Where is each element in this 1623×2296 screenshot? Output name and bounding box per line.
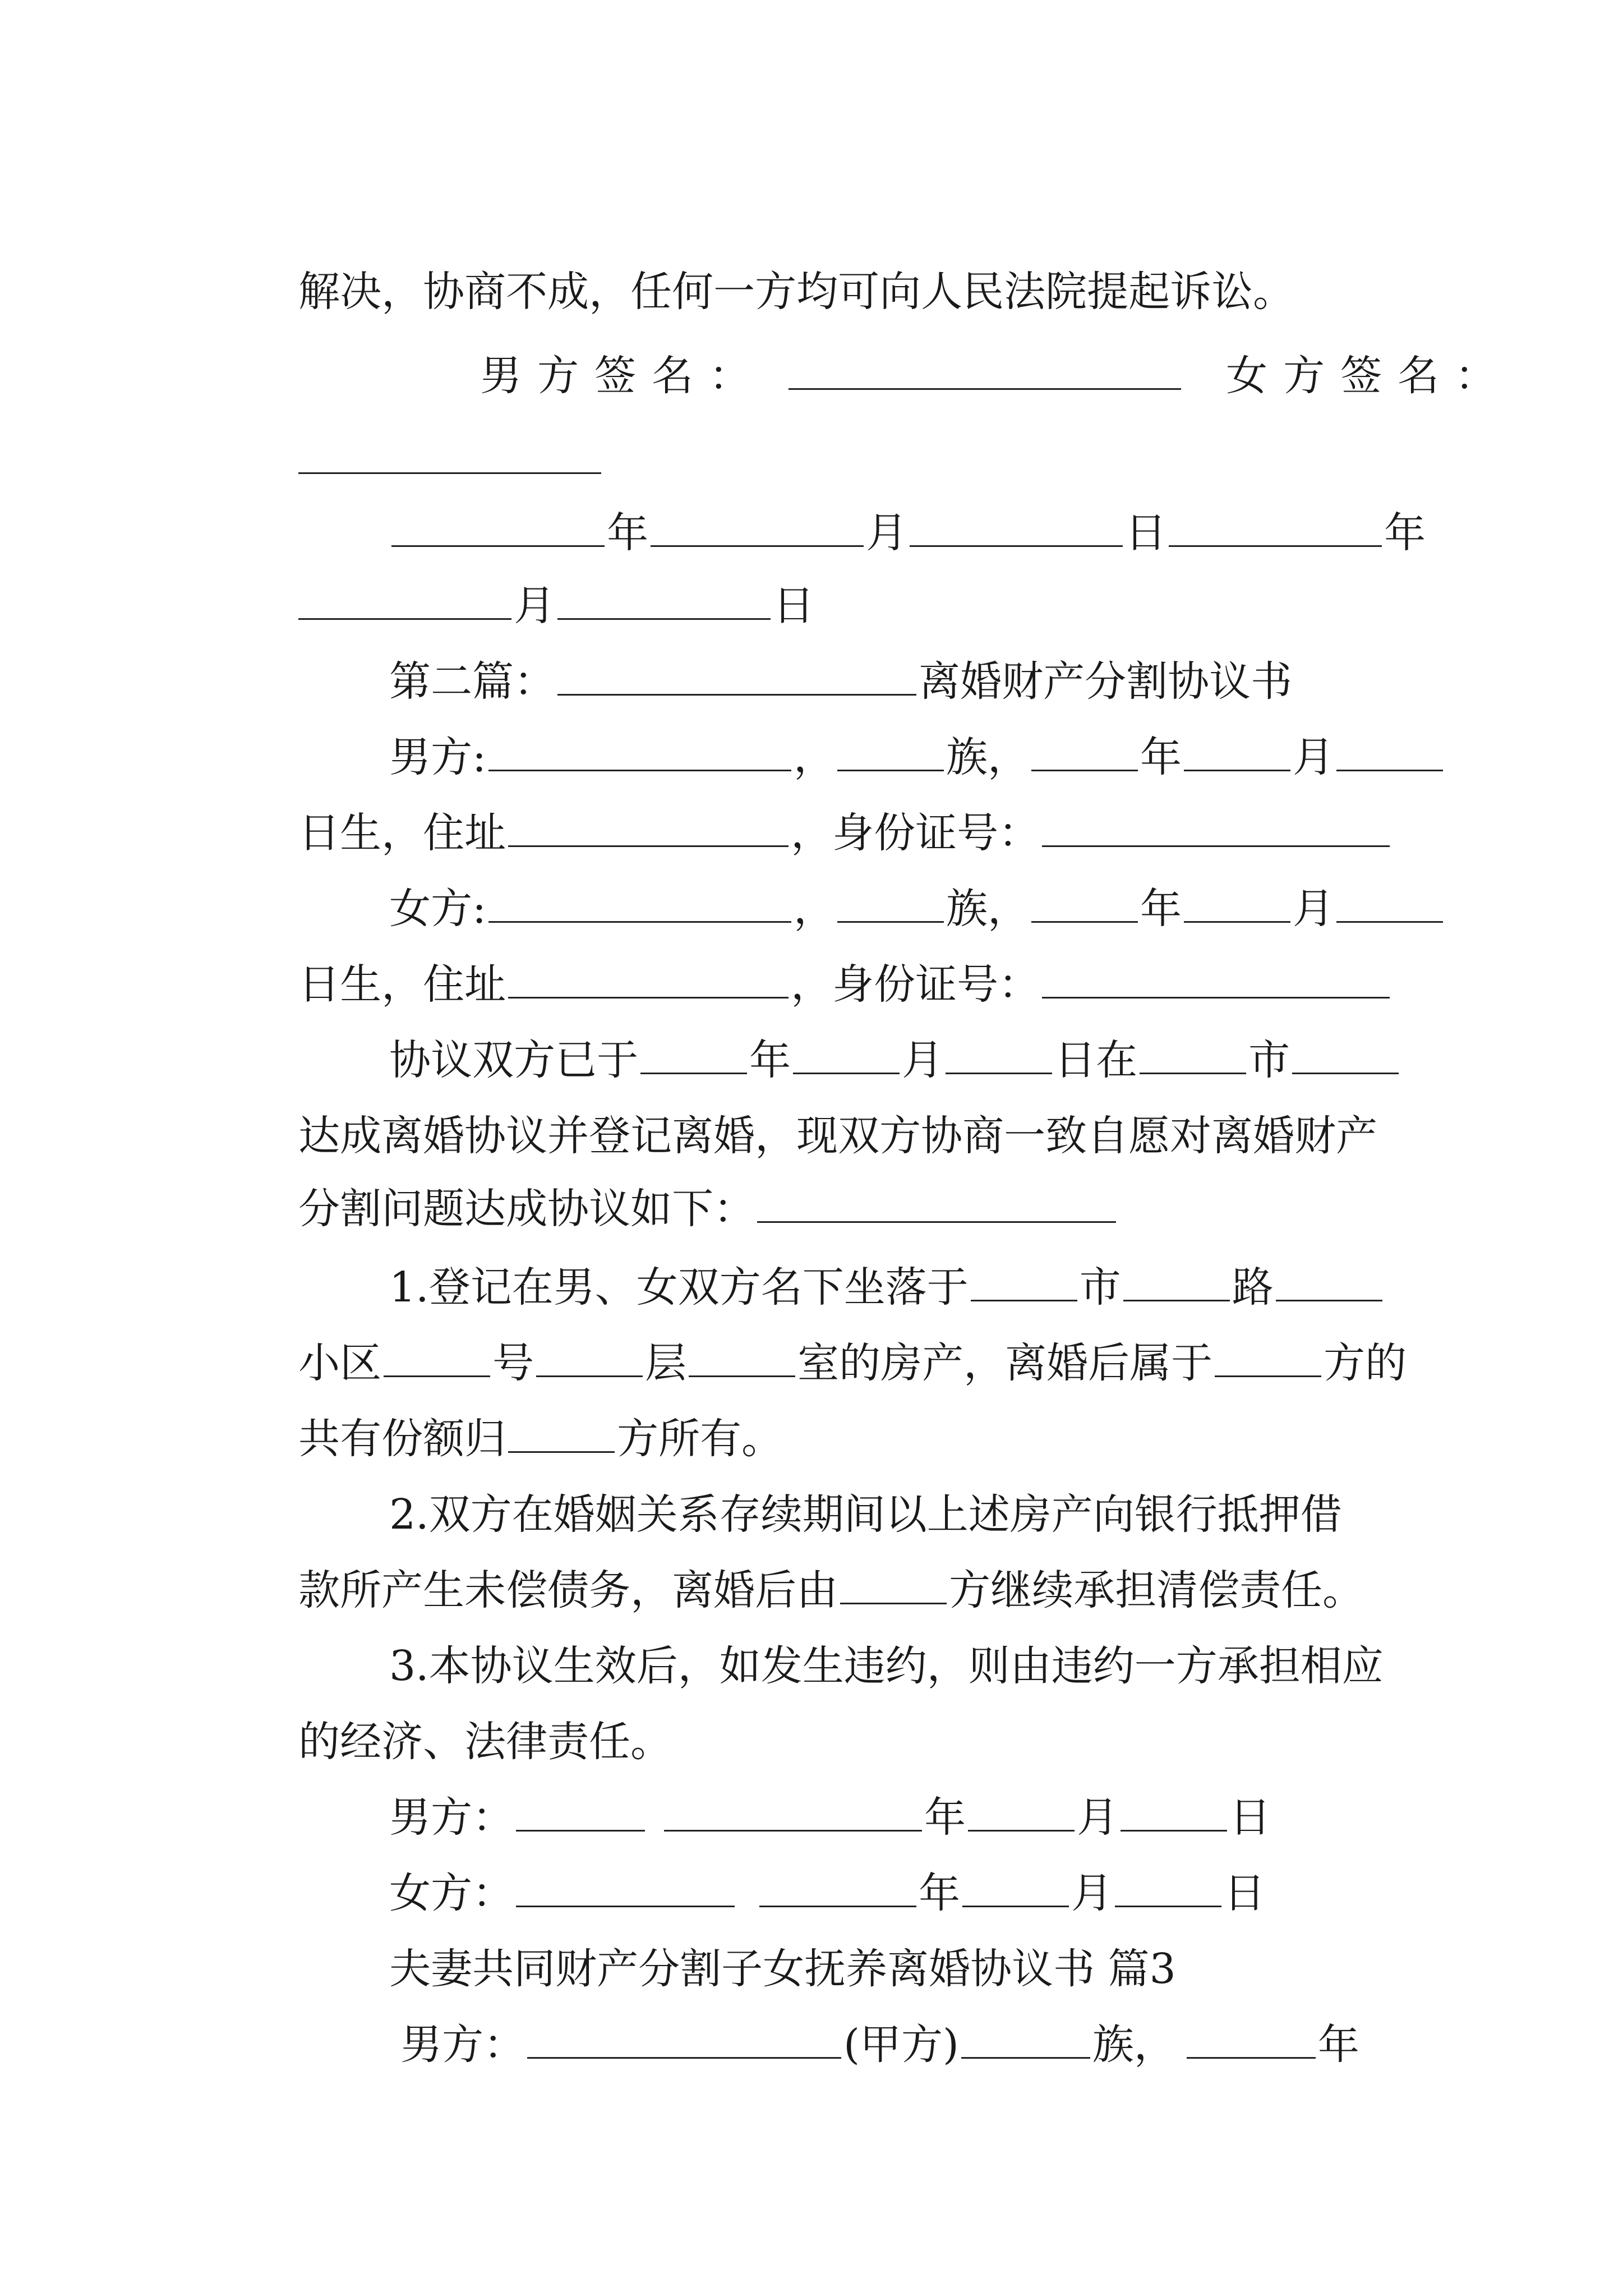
ethnicity-label: 族， (946, 733, 1030, 781)
year-label: 年 (924, 1793, 966, 1842)
month-label: 月 (514, 582, 556, 630)
clause-2-text: 2.双方在婚姻关系存续期间以上述房产向银行抵押借 (389, 1490, 1342, 1539)
address-label: 日生，住址 (298, 960, 506, 1009)
month-label: 月 (1293, 733, 1335, 781)
month-label: 月 (866, 509, 908, 557)
comma-text: ， (794, 733, 836, 781)
clause-1-row (336, 1203, 1385, 1312)
male-name-blank[interactable] (527, 2022, 841, 2059)
section-number: 第二篇： (389, 657, 556, 706)
party-a-label: (甲方) (843, 2021, 959, 2069)
year-label: 年 (607, 509, 649, 557)
month-label: 月 (1071, 1869, 1113, 1917)
closing-sentence: 解决，协商不成，任何一方均可向人民法院提起诉讼。 (298, 268, 1295, 316)
year-label: 年 (1384, 509, 1426, 557)
address-label: 日生，住址 (298, 809, 506, 857)
section-title (336, 1885, 1176, 1993)
male-signature-blank[interactable] (789, 353, 1181, 390)
date-row (246, 522, 815, 630)
clause-2-text: 款所产生未偿债务，离婚后由 (298, 1566, 838, 1614)
clause-1-text: 1.登记在男、女双方名下坐落于 (389, 1263, 969, 1312)
clause-2-row (336, 1430, 1342, 1539)
section-title-text: 离婚财产分割协议书 (919, 657, 1293, 706)
female-label: 女方： (389, 1869, 514, 1917)
city-label: 市 (1079, 1263, 1121, 1312)
day-label: 日 (1224, 1869, 1266, 1917)
id-label: ，身份证号： (791, 809, 1040, 857)
year-blank[interactable] (1169, 510, 1382, 547)
year-label: 年 (1140, 885, 1182, 933)
agreement-intro: 协议双方已于 (389, 1036, 639, 1084)
male-label: 男方: (389, 733, 487, 781)
female-label: 女方: (389, 885, 487, 933)
month-label: 月 (1293, 885, 1335, 933)
month-label: 月 (902, 1036, 944, 1084)
date-row (336, 449, 1426, 557)
day-blank[interactable] (910, 510, 1123, 547)
text-line (246, 1125, 1118, 1233)
agreement-text: 达成离婚协议并登记离婚，现双方协商一致自愿对离婚财产 (298, 1112, 1378, 1160)
clause-3-text: 3.本协议生效后，如发生违约，则由违约一方承担相应 (389, 1642, 1384, 1690)
male-party-row (348, 1961, 1359, 2069)
day-label: 日 (1125, 509, 1167, 557)
party-label: 方的 (1324, 1339, 1407, 1387)
road-label: 路 (1232, 1263, 1274, 1312)
male-party-row (336, 673, 1445, 781)
ethnicity-label: 族， (1092, 2021, 1175, 2069)
year-label: 年 (749, 1036, 791, 1084)
clause-1-text: 共有份额归 (298, 1415, 506, 1463)
agreement-text: 分割问题达成协议如下： (298, 1185, 755, 1233)
clause-3-row (246, 1658, 672, 1766)
text-line (246, 376, 603, 432)
female-sign-row (336, 1809, 1266, 1917)
ethnicity-label: 族， (946, 885, 1030, 933)
city-label: 市 (1248, 1036, 1290, 1084)
signature-row (365, 292, 1513, 400)
text-line (246, 1052, 1378, 1160)
day-at-label: 日在 (1054, 1036, 1138, 1084)
year-blank[interactable] (1187, 2022, 1316, 2059)
text-line (246, 208, 1295, 316)
female-address-row (246, 900, 1392, 1009)
year-label: 年 (919, 1869, 961, 1917)
month-label: 月 (1077, 1793, 1119, 1842)
number-label: 号 (492, 1339, 534, 1387)
community-label: 小区 (298, 1339, 382, 1387)
male-label: 男方： (400, 2021, 525, 2069)
day-label: 日 (1229, 1793, 1271, 1842)
day-label: 日 (773, 582, 815, 630)
section-title-text: 夫妻共同财产分割子女抚养离婚协议书 篇3 (389, 1945, 1176, 1993)
clause-2-text: 方继续承担清偿责任。 (949, 1566, 1364, 1614)
female-party-row (336, 825, 1445, 933)
clause-1-text: 室的房产，离婚后属于 (797, 1339, 1213, 1387)
section-title (336, 597, 1293, 706)
clause-1-text: 方所有。 (617, 1415, 783, 1463)
year-label: 年 (1140, 733, 1182, 781)
comma-text: ， (794, 885, 836, 933)
year-label: 年 (1317, 2021, 1359, 2069)
clause-2-row (246, 1506, 1364, 1614)
party-blank[interactable] (1215, 1341, 1321, 1377)
clause-3-row (336, 1582, 1384, 1690)
ethnicity-blank[interactable] (961, 2022, 1090, 2059)
clause-1-row (246, 1355, 783, 1463)
agreement-date-row (336, 976, 1401, 1084)
male-sign-row (336, 1733, 1271, 1842)
clause-1-row (246, 1279, 1407, 1387)
male-address-row (246, 749, 1392, 857)
male-label: 男方： (389, 1793, 514, 1842)
id-label: ，身份证号： (791, 960, 1040, 1009)
female-signature-label: 女方签名： (1226, 352, 1513, 400)
clause-3-text: 的经济、法律责任。 (298, 1718, 672, 1766)
male-signature-label: 男方签名： (480, 352, 767, 400)
floor-label: 层 (645, 1339, 687, 1387)
